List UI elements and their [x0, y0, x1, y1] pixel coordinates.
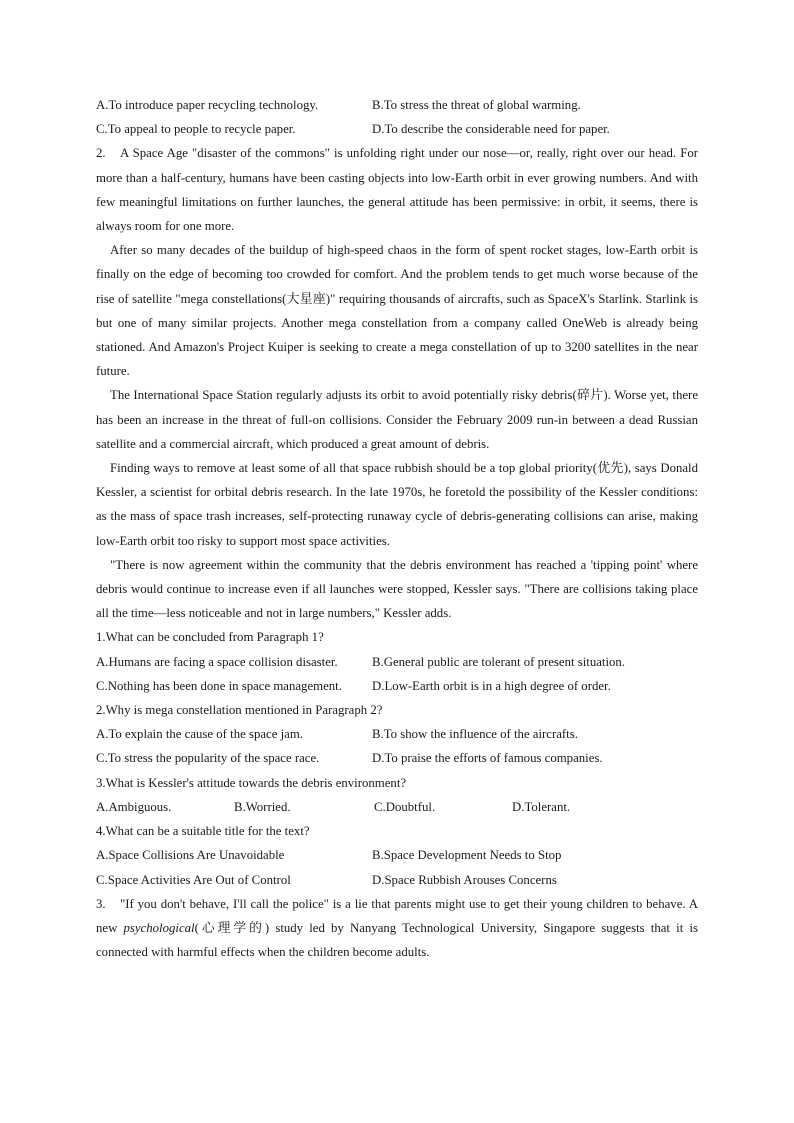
option-a: A.Ambiguous.: [96, 799, 172, 814]
option-b: B.Space Development Needs to Stop: [372, 848, 562, 863]
option-d: D.To describe the considerable need for paper.: [372, 122, 610, 137]
option-row: [96, 93, 698, 117]
option-b: B.Worried.: [234, 799, 291, 814]
option-d: D.Space Rubbish Arouses Concerns: [372, 872, 557, 887]
question-stem: 1.What can be concluded from Paragraph 1?: [96, 630, 324, 645]
option-row: [96, 795, 698, 819]
italic-term: psychological: [123, 920, 195, 935]
option-d: D.Low-Earth orbit is in a high degree of order.: [372, 678, 611, 693]
option-b: B.General public are tolerant of present situation.: [372, 654, 626, 669]
passage-2-paragraph-2: After so many decades of the buildup of high-speed chaos in the form of spent rocket stages, low-Earth orbit is finally on the edge of becoming too crowded for comfort. And the problem tends to get much worse because of the rise of satellite "mega constellations(大星座)" requiring thousands of aircrafts, such as SpaceX's Starlink. Starlink is but one of many similar projects. Another mega constellation from a company called OneWeb is already being stationed. And Amazon's Project Kuiper is seeking to create a mega constellation of up to 3200 satellites in the near future.: [96, 243, 698, 379]
option-a: A.Space Collisions Are Unavoidable: [96, 848, 285, 863]
option-c: C.Space Activities Are Out of Control: [96, 872, 291, 887]
option-b: B.To stress the threat of global warming.: [372, 98, 581, 112]
option-c: C.To appeal to people to recycle paper.: [96, 122, 296, 137]
option-b: B.To show the influence of the aircrafts.: [372, 727, 578, 742]
option-row: [96, 650, 698, 674]
option-c: C.To stress the popularity of the space race.: [96, 751, 320, 766]
passage-3-paragraph-1: 3. "If you don't behave, I'll call the police" is a lie that parents might use to get their young children to behave. A new psychological(心理学的) study led by Nanyang Technological University, Singapore suggests that it is connected with harmful effects when the children become adults.: [96, 892, 698, 965]
worksheet-page: [96, 93, 698, 964]
question-stem: 3.What is Kessler's attitude towards the debris environment?: [96, 775, 407, 790]
option-row: [96, 746, 698, 770]
option-row: [96, 868, 698, 892]
passage-number: 3.: [96, 896, 106, 911]
option-c: C.Doubtful.: [374, 799, 436, 814]
option-d: D.To praise the efforts of famous companies.: [372, 751, 603, 766]
passage-2-paragraph-5: "There is now agreement within the community that the debris environment has reached a 'tipping point' where debris would continue to increase even if all launches were stopped, Kessler says. "There are collisions taking place all the time—less noticeable and not in large numbers," Kessler adds.: [96, 557, 698, 621]
option-c: C.Nothing has been done in space management.: [96, 678, 342, 693]
passage-2-paragraph-4: Finding ways to remove at least some of all that space rubbish should be a top global priority(优先), says Donald Kessler, a scientist for orbital debris research. In the late 1970s, he foretold the possibility of the Kessler conditions: as the mass of space trash increases, self-protecting runaway cycle of debris-generating collisions can arise, making low-Earth orbit too risky to support most space activities.: [96, 461, 698, 548]
question-stem: 4.What can be a suitable title for the text?: [96, 824, 310, 839]
option-row: [96, 117, 698, 141]
option-a: A.Humans are facing a space collision disaster.: [96, 654, 338, 669]
option-row: [96, 843, 698, 867]
passage-2-paragraph-1: 2. A Space Age "disaster of the commons" is unfolding right under our nose—or, really, right over our head. For more than a half-century, humans have been casting objects into low-Earth orbit in ever growing numbers. And with few meaningful limitations on further launches, the general attitude has been permissive: in orbit, it seems, there is always room for one more.: [96, 141, 698, 238]
question-stem: 2.Why is mega constellation mentioned in Paragraph 2?: [96, 703, 383, 718]
option-a: A.To explain the cause of the space jam.: [96, 727, 303, 742]
passage-2-paragraph-3: The International Space Station regularly adjusts its orbit to avoid potentially risky debris(碎片). Worse yet, there has been an increase in the threat of full-on collisions. Consider the February 2009 run-in between a dead Russian satellite and a commercial aircraft, which produced a great amount of debris.: [96, 388, 698, 451]
passage-number: 2.: [96, 146, 106, 161]
option-a: A.To introduce paper recycling technology.: [96, 98, 319, 112]
option-row: [96, 722, 698, 746]
option-row: [96, 674, 698, 698]
option-d: D.Tolerant.: [512, 799, 571, 814]
